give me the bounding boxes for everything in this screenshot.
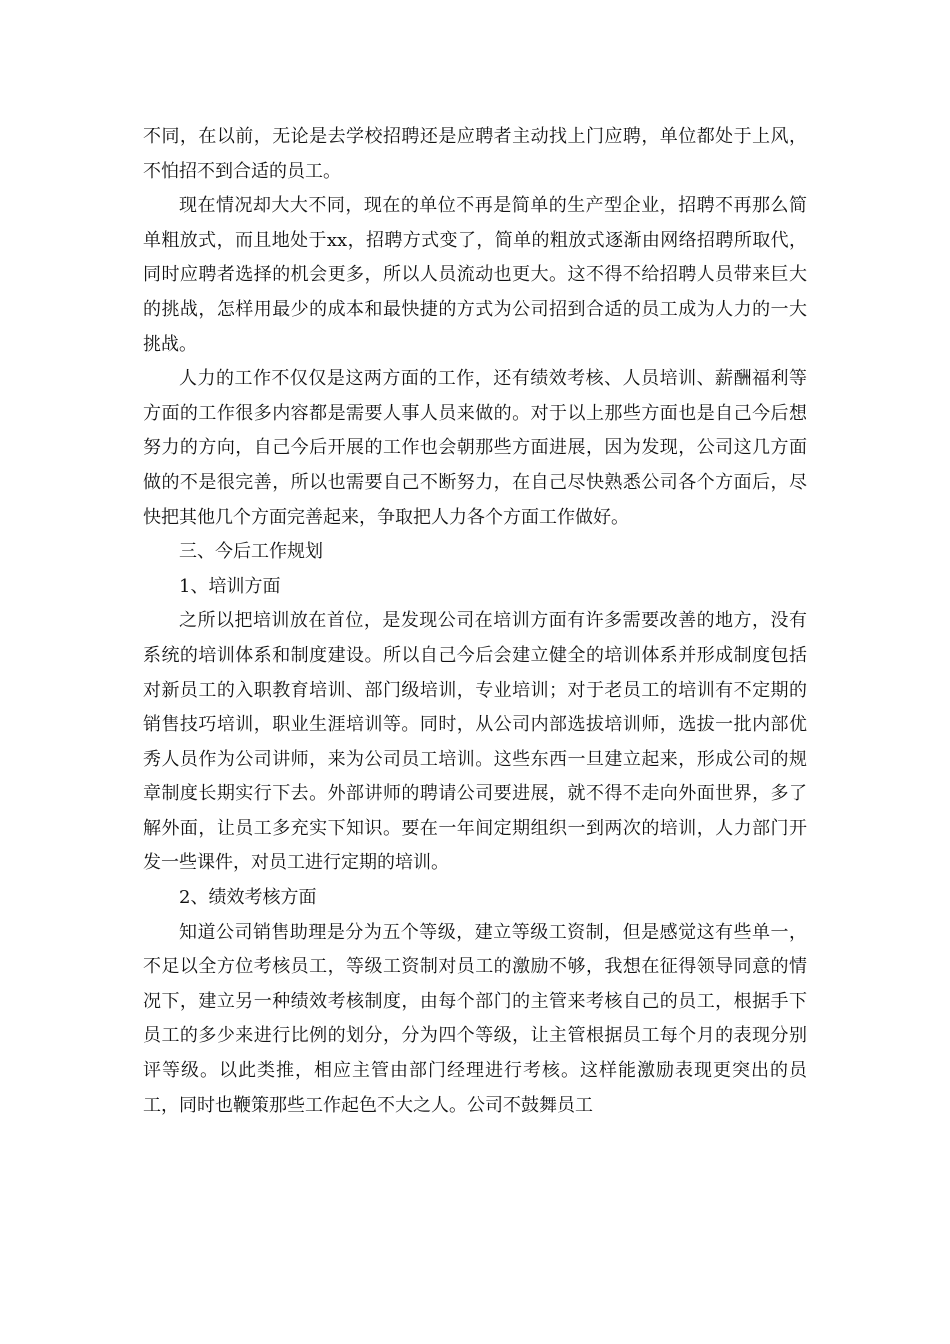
paragraph-intro-continuation: 不同，在以前，无论是去学校招聘还是应聘者主动找上门应聘，单位都处于上风，不怕招不到合适的员工。 <box>143 126 807 182</box>
paragraph-hr-work-scope: 人力的工作不仅仅是这两方面的工作，还有绩效考核、人员培训、薪酬福利等方面的工作很多内容都是需要人事人员来做的。对于以上那些方面也是自己今后想努力的方向，自己今后开展的工作也会朝那些方面进展，因为发现，公司这几方面做的不是很完善，所以也需要自己不断努力，在自己尽快熟悉公司各个方面后，尽快把其他几个方面完善起来，争取把人力各个方面工作做好。 <box>143 368 807 528</box>
subheading-training: 1、培训方面 <box>179 575 281 597</box>
paragraph-training-plan: 之所以把培训放在首位，是发现公司在培训方面有许多需要改善的地方，没有系统的培训体系和制度建设。所以自己今后会建立健全的培训体系并形成制度包括对新员工的入职教育培训、部门级培训，专业培训；对于老员工的培训有不定期的销售技巧培训，职业生涯培训等。同时，从公司内部选拔培训师，选拔一批内部优秀人员作为公司讲师，来为公司员工培训。这些东西一旦建立起来，形成公司的规章制度长期实行下去。外部讲师的聘请公司要进展，就不得不走向外面世界，多了解外面，让员工多充实下知识。要在一年间定期组织一到两次的培训，人力部门开发一些课件，对员工进行定期的培训。 <box>143 610 807 874</box>
subheading-performance-review: 2、绩效考核方面 <box>179 887 317 909</box>
paragraph-recruitment-challenge: 现在情况却大大不同，现在的单位不再是简单的生产型企业，招聘不再那么简单粗放式，而且地处于xx，招聘方式变了，简单的粗放式逐渐由网络招聘所取代，同时应聘者选择的机会更多，所以人员流动也更大。这不得不给招聘人员带来巨大的挑战，怎样用最少的成本和最快捷的方式为公司招到合适的员工成为人力的一大挑战。 <box>143 195 807 355</box>
document-page <box>143 120 807 1123</box>
paragraph-performance-review-plan: 知道公司销售助理是分为五个等级，建立等级工资制，但是感觉这有些单一，不足以全方位考核员工，等级工资制对员工的激励不够，我想在征得领导同意的情况下，建立另一种绩效考核制度，由每个部门的主管来考核自己的员工，根据手下员工的多少来进行比例的划分，分为四个等级，让主管根据员工每个月的表现分别评等级。以此类推，相应主管由部门经理进行考核。这样能激励表现更突出的员工，同时也鞭策那些工作起色不大之人。公司不鼓舞员工 <box>143 921 807 1116</box>
section-heading-future-plan: 三、今后工作规划 <box>179 541 323 563</box>
